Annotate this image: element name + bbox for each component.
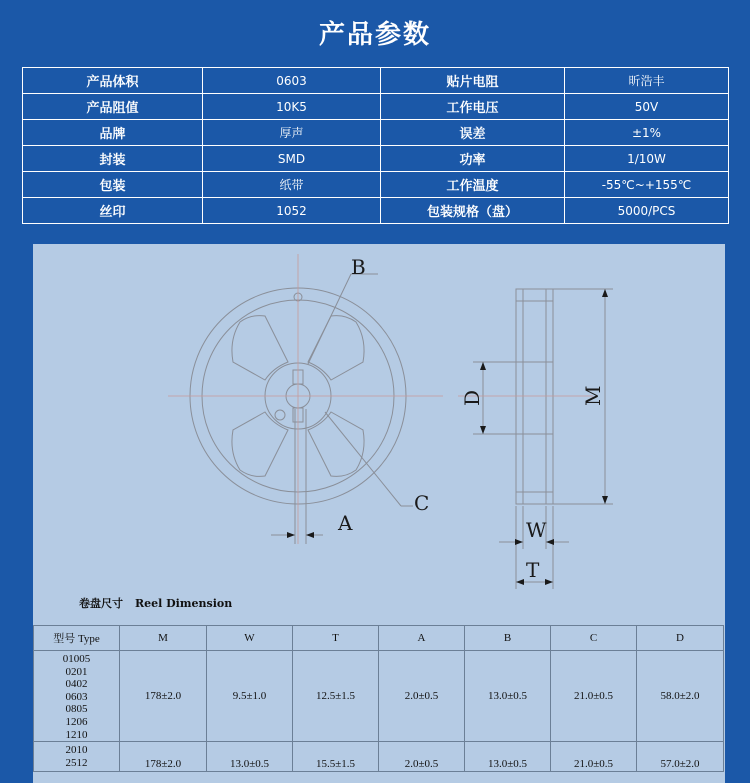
param-label: 产品体积 [23, 68, 203, 94]
param-label: 贴片电阻 [381, 68, 565, 94]
param-value: 厚声 [203, 120, 381, 146]
dims-value-cell: 13.0±0.5 [465, 651, 551, 742]
param-label: 产品阻值 [23, 94, 203, 120]
label-d: D [460, 389, 484, 406]
dims-header-cell: A [379, 626, 465, 651]
dims-header-cell: W [207, 626, 293, 651]
dims-row [34, 651, 724, 742]
type-code: 2010 [65, 744, 88, 757]
reel-caption [79, 595, 232, 611]
params-table [22, 67, 729, 224]
params-row [23, 120, 729, 146]
param-value: 0603 [203, 68, 381, 94]
reel-diagram [33, 244, 725, 604]
type-code: 0201 [65, 665, 88, 678]
dims-value-cell: 178±2.0 [120, 651, 207, 742]
param-label: 封装 [23, 146, 203, 172]
dims-header-cell: D [637, 626, 724, 651]
dims-header-cell: C [551, 626, 637, 651]
param-value: 昕浩丰 [565, 68, 729, 94]
dims-value-cell: 178±2.0 [120, 742, 207, 772]
params-row [23, 198, 729, 224]
caption-cn: 卷盘尺寸 [79, 597, 123, 610]
params-row [23, 68, 729, 94]
dims-value-cell: 2.0±0.5 [379, 651, 465, 742]
param-value: 纸带 [203, 172, 381, 198]
params-row [23, 146, 729, 172]
label-t: T [526, 558, 540, 582]
param-value: 1052 [203, 198, 381, 224]
type-code: 2512 [65, 756, 88, 769]
dims-value-cell: 13.0±0.5 [207, 742, 293, 772]
type-code: 1210 [65, 728, 88, 741]
reel-window-tl [232, 316, 288, 380]
dims-type-cell [34, 742, 120, 772]
param-value: SMD [203, 146, 381, 172]
param-label: 功率 [381, 146, 565, 172]
param-value: 5000/PCS [565, 198, 729, 224]
dims-header-cell: 型号 Type [34, 626, 120, 651]
type-code: 0402 [65, 678, 88, 691]
label-a: A [338, 511, 353, 535]
param-label: 误差 [381, 120, 565, 146]
dims-type-cell [34, 651, 120, 742]
label-m: M [581, 385, 605, 406]
param-value: 50V [565, 94, 729, 120]
label-c: C [414, 491, 430, 515]
reel-window-tr [308, 316, 364, 380]
type-code: 01005 [62, 653, 91, 665]
dims-value-cell: 15.5±1.5 [293, 742, 379, 772]
dims-value-cell: 58.0±2.0 [637, 651, 724, 742]
param-label: 丝印 [23, 198, 203, 224]
dims-header-cell: M [120, 626, 207, 651]
type-code: 1206 [65, 715, 88, 728]
dims-value-cell: 57.0±2.0 [637, 742, 724, 772]
param-value: ±1% [565, 120, 729, 146]
dims-value-cell: 9.5±1.0 [207, 651, 293, 742]
dims-value-cell: 21.0±0.5 [551, 651, 637, 742]
dims-value-cell: 12.5±1.5 [293, 651, 379, 742]
params-row [23, 94, 729, 120]
reel-window-bl [232, 412, 288, 476]
caption-en: Reel Dimension [135, 597, 233, 610]
dims-value-cell: 2.0±0.5 [379, 742, 465, 772]
reel-dimension-table [33, 625, 724, 772]
params-row [23, 172, 729, 198]
dims-value-cell: 13.0±0.5 [465, 742, 551, 772]
dims-header-cell: B [465, 626, 551, 651]
param-label: 包装规格（盘） [381, 198, 565, 224]
label-b: B [351, 255, 366, 279]
label-w: W [526, 518, 547, 542]
param-value: 10K5 [203, 94, 381, 120]
type-code: 0603 [65, 690, 88, 703]
dims-header-cell: T [293, 626, 379, 651]
param-label: 工作温度 [381, 172, 565, 198]
param-label: 包装 [23, 172, 203, 198]
param-value: -55℃~+155℃ [565, 172, 729, 198]
page-title: 产品参数 [318, 20, 431, 50]
dims-row [34, 742, 724, 772]
param-label: 工作电压 [381, 94, 565, 120]
param-label: 品牌 [23, 120, 203, 146]
reel-side-view [516, 289, 553, 504]
param-value: 1/10W [565, 146, 729, 172]
dims-value-cell: 21.0±0.5 [551, 742, 637, 772]
reel-small-hole [275, 410, 285, 420]
reel-window-br [308, 412, 364, 476]
type-code: 0805 [65, 703, 88, 716]
reel-diagram-panel [33, 244, 725, 783]
